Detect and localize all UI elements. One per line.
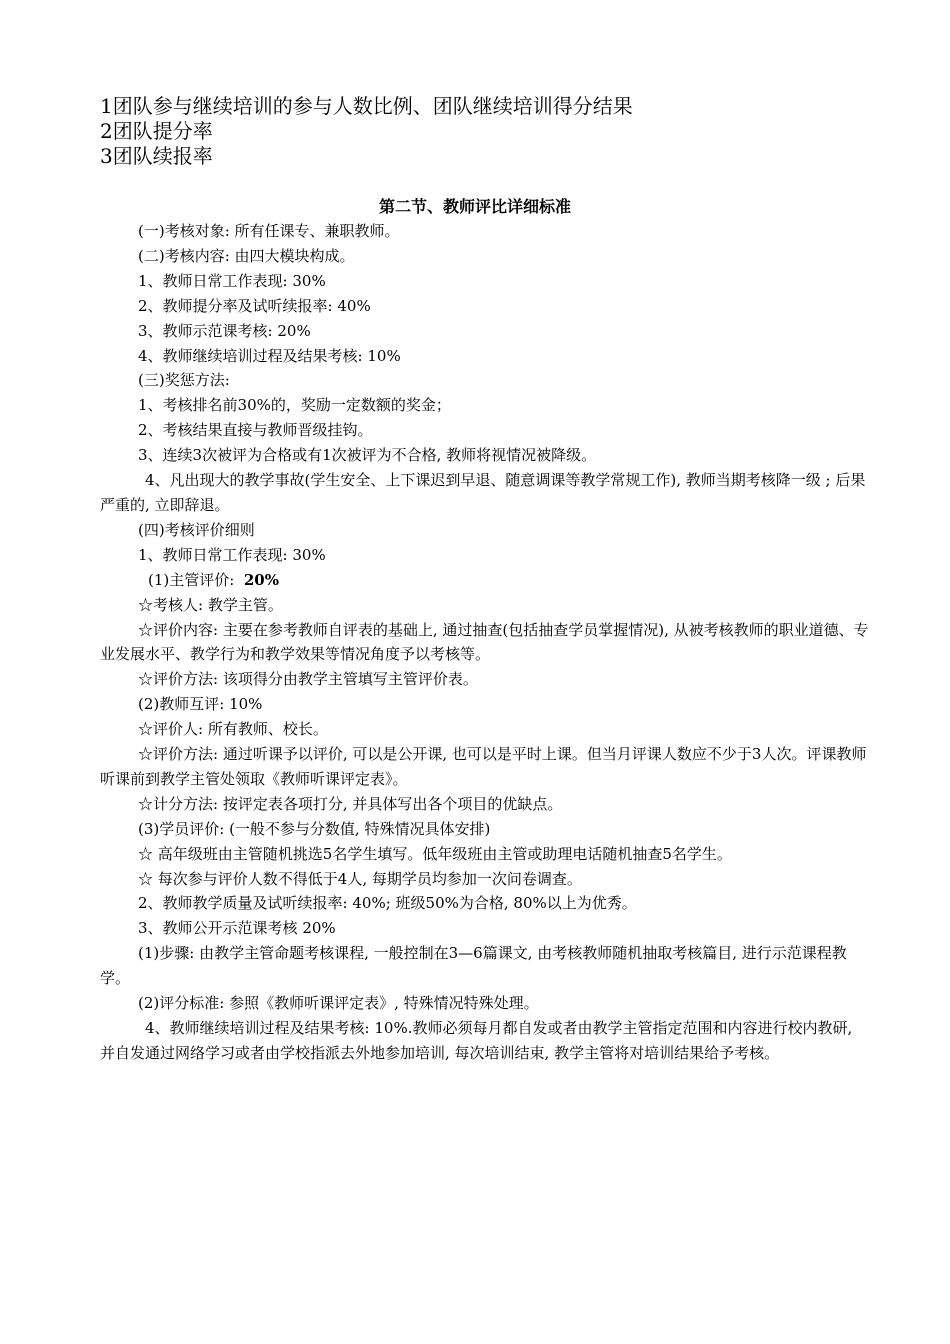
paragraph: ☆评价方法: 通过听课予以评价, 可以是公开课, 也可以是平时上课。但当月评课人数应不少于3人次。评课教师听课前到教学主管处领取《教师听课评定表》。 [100,745,867,788]
document-body [100,219,870,1066]
supervisor-eval-weight: 20% [243,570,279,589]
paragraph: ☆评价方法: 该项得分由教学主管填写主管评价表。 [138,670,478,689]
paragraph: (3)学员评价: (一般不参与分数值, 特殊情况具体安排) [138,819,491,838]
paragraph: 4、凡出现大的教学事故(学生安全、上下课迟到早退、随意调课等教学常规工作), 教师当期考核降一级 ; 后果严重的, 立即辞退。 [100,471,866,514]
list-item: 2团队提分率 [100,119,213,143]
paragraph: (四)考核评价细则 [138,520,255,539]
paragraph: 1、考核排名前30%的，奖励一定数额的奖金； [138,396,451,415]
paragraph: (1)步骤: 由教学主管命题考核课程, 一般控制在3—6篇课文, 由考核教师随机抽取考核篇目, 进行示范课程教学。 [100,944,847,988]
paragraph: 3、教师公开示范课考核 20% [138,919,336,938]
list-item: 1团队参与继续培训的参与人数比例、团队继续培训得分结果 [100,94,633,118]
paragraph: (二)考核内容: 由四大模块构成。 [138,246,355,265]
supervisor-eval-label: (1)主管评价: [148,570,235,589]
paragraph: ☆ 每次参与评价人数不得低于4人, 每期学员均参加一次问卷调查。 [138,869,582,888]
section-title: 第二节、教师评比详细标准 [378,197,571,216]
paragraph: 3、教师示范课考核: 20% [138,321,311,340]
team-criteria-list [100,94,860,169]
paragraph: 4、教师继续培训过程及结果考核: 10%.教师必须每月都自发或者由教学主管指定范围和内容进行校内教研, 并自发通过网络学习或者由学校指派去外地参加培训, 每次培训结束, 教学主管将对培训结果给予考核。 [100,1019,853,1062]
paragraph: (2)教师互评: 10% [138,695,263,714]
paragraph: 1、教师日常工作表现: 30% [138,271,326,290]
paragraph: ☆ 高年级班由主管随机挑选5名学生填写。低年级班由主管或助理电话随机抽查5名学生。 [138,844,732,863]
paragraph: 2、教师提分率及试听续报率: 40% [138,296,371,315]
paragraph: (三)奖惩方法: [138,371,230,390]
paragraph: (2)评分标准: 参照《教师听课评定表》, 特殊情况特殊处理。 [138,994,539,1013]
list-item: 3团队续报率 [100,144,213,168]
paragraph: (一)考核对象: 所有任课专、兼职教师。 [138,222,400,240]
paragraph: ☆评价人: 所有教师、校长。 [138,720,328,739]
paragraph: ☆评价内容: 主要在参考教师自评表的基础上, 通过抽查(包括抽查学员掌握情况), 从被考核教师的职业道德、专业发展水平、教学行为和教学效果等情况角度予以考核等。 [100,620,869,664]
paragraph: ☆计分方法: 按评定表各项打分, 并具体写出各个项目的优缺点。 [138,794,563,813]
supervisor-eval-line [100,568,870,593]
paragraph: 1、教师日常工作表现: 30% [138,545,326,564]
paragraph: 3、连续3次被评为合格或有1次被评为不合格, 教师将视情况被降级。 [138,446,597,465]
paragraph: 4、教师继续培训过程及结果考核: 10% [138,346,401,365]
paragraph: 2、考核结果直接与教师晋级挂钩。 [138,421,373,440]
paragraph: 2、教师教学质量及试听续报率: 40%; 班级50%为合格, 80%以上为优秀。 [138,894,637,913]
paragraph: ☆考核人: 教学主管。 [138,595,283,614]
